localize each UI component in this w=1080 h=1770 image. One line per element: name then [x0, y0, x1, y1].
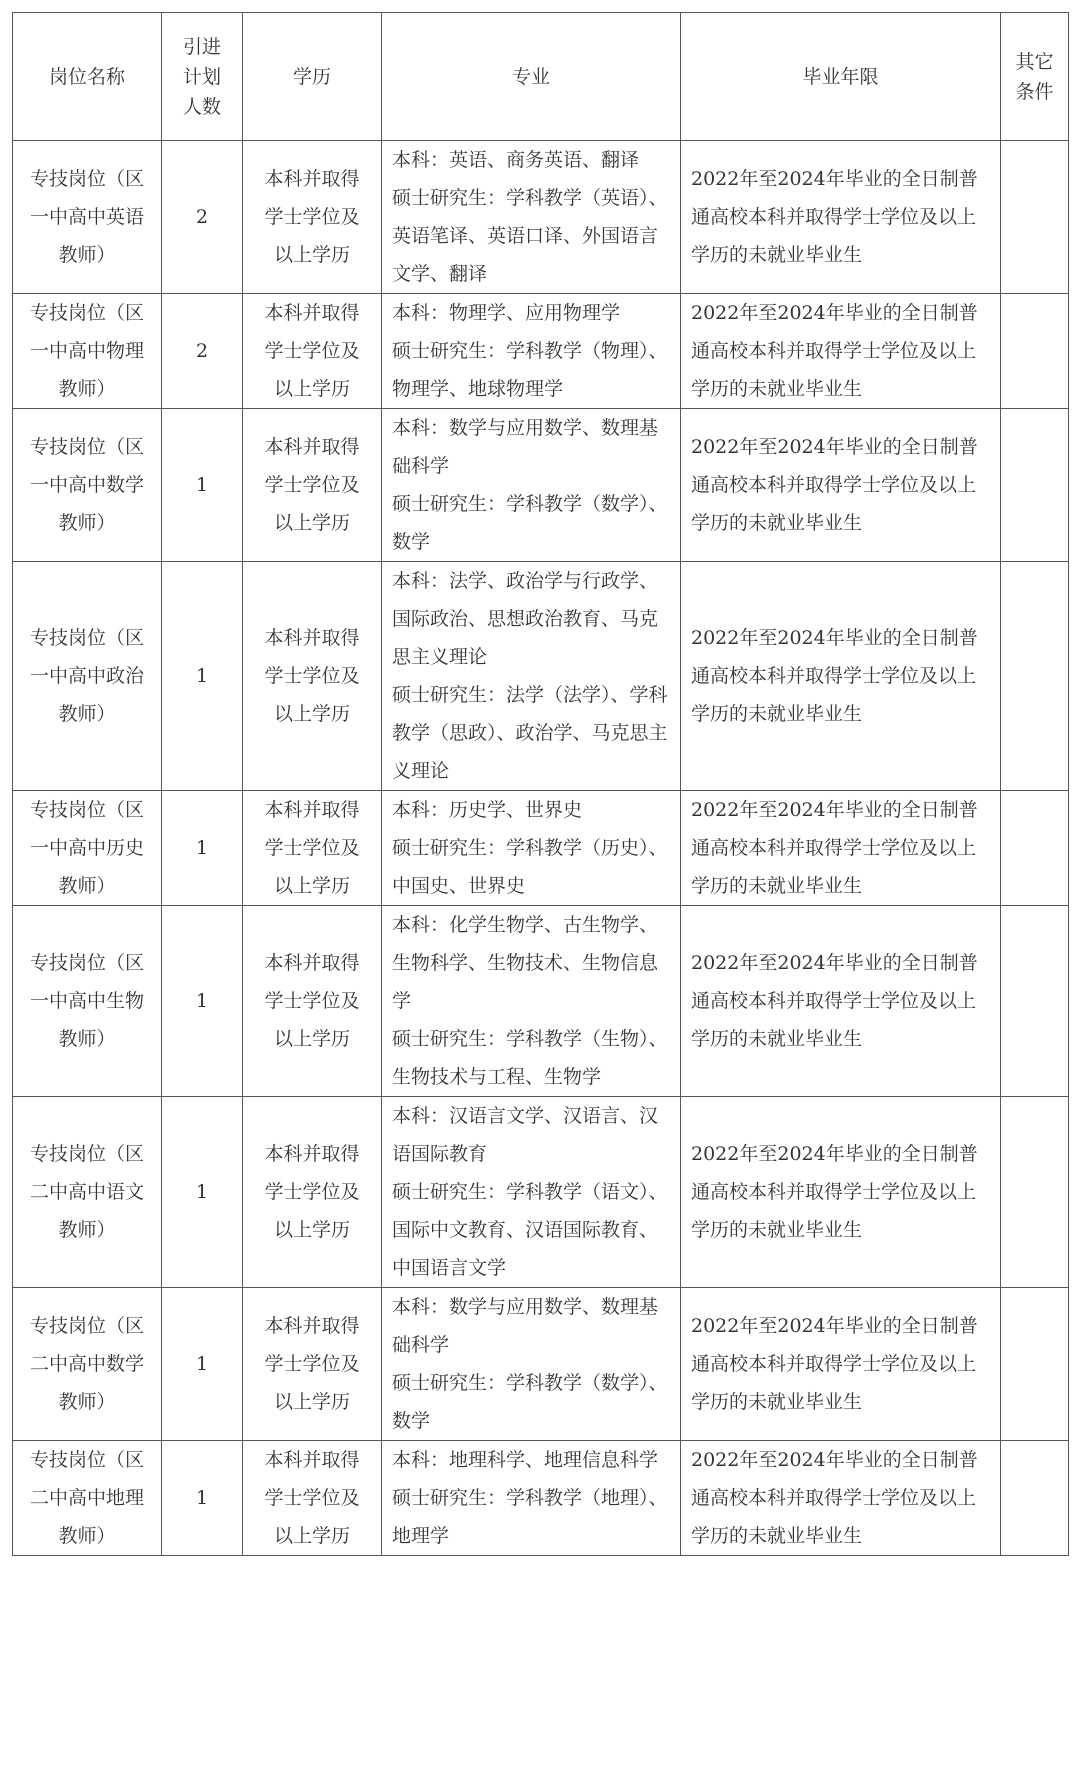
table-row: [13, 409, 1069, 562]
graduation-cell: 2022年至2024年毕业的全日制普通高校本科并取得学士学位及以上学历的未就业毕业生: [681, 1097, 1001, 1288]
major-undergrad: 本科：法学、政治学与行政学、国际政治、思想政治教育、马克思主义理论: [392, 570, 659, 668]
table-row: [13, 294, 1069, 409]
position-name-cell: 专技岗位（区一中高中生物教师）: [13, 906, 162, 1097]
education-cell: 本科并取得学士学位及以上学历: [243, 1097, 382, 1288]
education-cell: 本科并取得学士学位及以上学历: [243, 791, 382, 906]
major-cell: [382, 562, 681, 791]
header-other-conditions: 其它条件: [1001, 13, 1069, 141]
table-body: [13, 141, 1069, 1556]
position-name-cell: 专技岗位（区一中高中英语教师）: [13, 141, 162, 294]
header-row: [13, 13, 1069, 141]
major-cell: [382, 141, 681, 294]
major-cell: [382, 1288, 681, 1441]
graduation-cell: 2022年至2024年毕业的全日制普通高校本科并取得学士学位及以上学历的未就业毕业生: [681, 1288, 1001, 1441]
major-cell: [382, 294, 681, 409]
graduation-cell: 2022年至2024年毕业的全日制普通高校本科并取得学士学位及以上学历的未就业毕业生: [681, 294, 1001, 409]
header-plan-count: 引进计划人数: [162, 13, 243, 141]
plan-count-cell: 2: [162, 141, 243, 294]
major-cell: [382, 1441, 681, 1556]
plan-count-cell: 1: [162, 562, 243, 791]
other-conditions-cell: [1001, 294, 1069, 409]
major-undergrad: 本科：历史学、世界史: [392, 799, 583, 821]
major-master: 硕士研究生：学科教学（历史）、中国史、世界史: [392, 837, 668, 897]
major-undergrad: 本科：数学与应用数学、数理基础科学: [392, 1296, 659, 1356]
major-master: 硕士研究生：学科教学（英语）、英语笔译、英语口译、外国语言文学、翻译: [392, 187, 668, 285]
major-undergrad: 本科：数学与应用数学、数理基础科学: [392, 417, 659, 477]
other-conditions-cell: [1001, 409, 1069, 562]
other-conditions-cell: [1001, 906, 1069, 1097]
major-cell: [382, 1097, 681, 1288]
plan-count-cell: 2: [162, 294, 243, 409]
graduation-cell: 2022年至2024年毕业的全日制普通高校本科并取得学士学位及以上学历的未就业毕业生: [681, 791, 1001, 906]
other-conditions-cell: [1001, 562, 1069, 791]
plan-count-cell: 1: [162, 1441, 243, 1556]
education-cell: 本科并取得学士学位及以上学历: [243, 141, 382, 294]
major-master: 硕士研究生：法学（法学）、学科教学（思政）、政治学、马克思主义理论: [392, 684, 668, 782]
major-undergrad: 本科：物理学、应用物理学: [392, 302, 621, 324]
position-name-cell: 专技岗位（区一中高中物理教师）: [13, 294, 162, 409]
major-cell: [382, 409, 681, 562]
major-cell: [382, 906, 681, 1097]
other-conditions-cell: [1001, 1441, 1069, 1556]
graduation-cell: 2022年至2024年毕业的全日制普通高校本科并取得学士学位及以上学历的未就业毕业生: [681, 906, 1001, 1097]
major-undergrad: 本科：英语、商务英语、翻译: [392, 149, 640, 171]
position-name-cell: 专技岗位（区一中高中历史教师）: [13, 791, 162, 906]
table-row: [13, 791, 1069, 906]
plan-count-cell: 1: [162, 1097, 243, 1288]
header-graduation-year: 毕业年限: [681, 13, 1001, 141]
plan-count-cell: 1: [162, 906, 243, 1097]
plan-count-cell: 1: [162, 791, 243, 906]
graduation-cell: 2022年至2024年毕业的全日制普通高校本科并取得学士学位及以上学历的未就业毕业生: [681, 141, 1001, 294]
plan-count-cell: 1: [162, 1288, 243, 1441]
table-header: [13, 13, 1069, 141]
major-master: 硕士研究生：学科教学（数学）、数学: [392, 493, 668, 553]
major-master: 硕士研究生：学科教学（物理）、物理学、地球物理学: [392, 340, 668, 400]
header-position-name: 岗位名称: [13, 13, 162, 141]
major-undergrad: 本科：地理科学、地理信息科学: [392, 1449, 659, 1471]
major-master: 硕士研究生：学科教学（语文）、国际中文教育、汉语国际教育、中国语言文学: [392, 1181, 668, 1279]
graduation-cell: 2022年至2024年毕业的全日制普通高校本科并取得学士学位及以上学历的未就业毕业生: [681, 1441, 1001, 1556]
position-name-cell: 专技岗位（区二中高中语文教师）: [13, 1097, 162, 1288]
other-conditions-cell: [1001, 1097, 1069, 1288]
table-row: [13, 562, 1069, 791]
table-row: [13, 1441, 1069, 1556]
table-row: [13, 1097, 1069, 1288]
other-conditions-cell: [1001, 791, 1069, 906]
other-conditions-cell: [1001, 141, 1069, 294]
education-cell: 本科并取得学士学位及以上学历: [243, 294, 382, 409]
graduation-cell: 2022年至2024年毕业的全日制普通高校本科并取得学士学位及以上学历的未就业毕业生: [681, 409, 1001, 562]
major-master: 硕士研究生：学科教学（地理）、地理学: [392, 1487, 668, 1547]
table-row: [13, 141, 1069, 294]
education-cell: 本科并取得学士学位及以上学历: [243, 1441, 382, 1556]
position-name-cell: 专技岗位（区二中高中数学教师）: [13, 1288, 162, 1441]
plan-count-cell: 1: [162, 409, 243, 562]
recruitment-table: [12, 12, 1069, 1556]
education-cell: 本科并取得学士学位及以上学历: [243, 409, 382, 562]
major-master: 硕士研究生：学科教学（数学）、数学: [392, 1372, 668, 1432]
table-row: [13, 906, 1069, 1097]
major-undergrad: 本科：汉语言文学、汉语言、汉语国际教育: [392, 1105, 659, 1165]
major-master: 硕士研究生：学科教学（生物）、生物技术与工程、生物学: [392, 1028, 668, 1088]
major-undergrad: 本科：化学生物学、古生物学、生物科学、生物技术、生物信息学: [392, 914, 659, 1012]
other-conditions-cell: [1001, 1288, 1069, 1441]
education-cell: 本科并取得学士学位及以上学历: [243, 562, 382, 791]
position-name-cell: 专技岗位（区二中高中地理教师）: [13, 1441, 162, 1556]
education-cell: 本科并取得学士学位及以上学历: [243, 906, 382, 1097]
position-name-cell: 专技岗位（区一中高中数学教师）: [13, 409, 162, 562]
header-education: 学历: [243, 13, 382, 141]
position-name-cell: 专技岗位（区一中高中政治教师）: [13, 562, 162, 791]
education-cell: 本科并取得学士学位及以上学历: [243, 1288, 382, 1441]
graduation-cell: 2022年至2024年毕业的全日制普通高校本科并取得学士学位及以上学历的未就业毕业生: [681, 562, 1001, 791]
major-cell: [382, 791, 681, 906]
header-major: 专业: [382, 13, 681, 141]
table-row: [13, 1288, 1069, 1441]
